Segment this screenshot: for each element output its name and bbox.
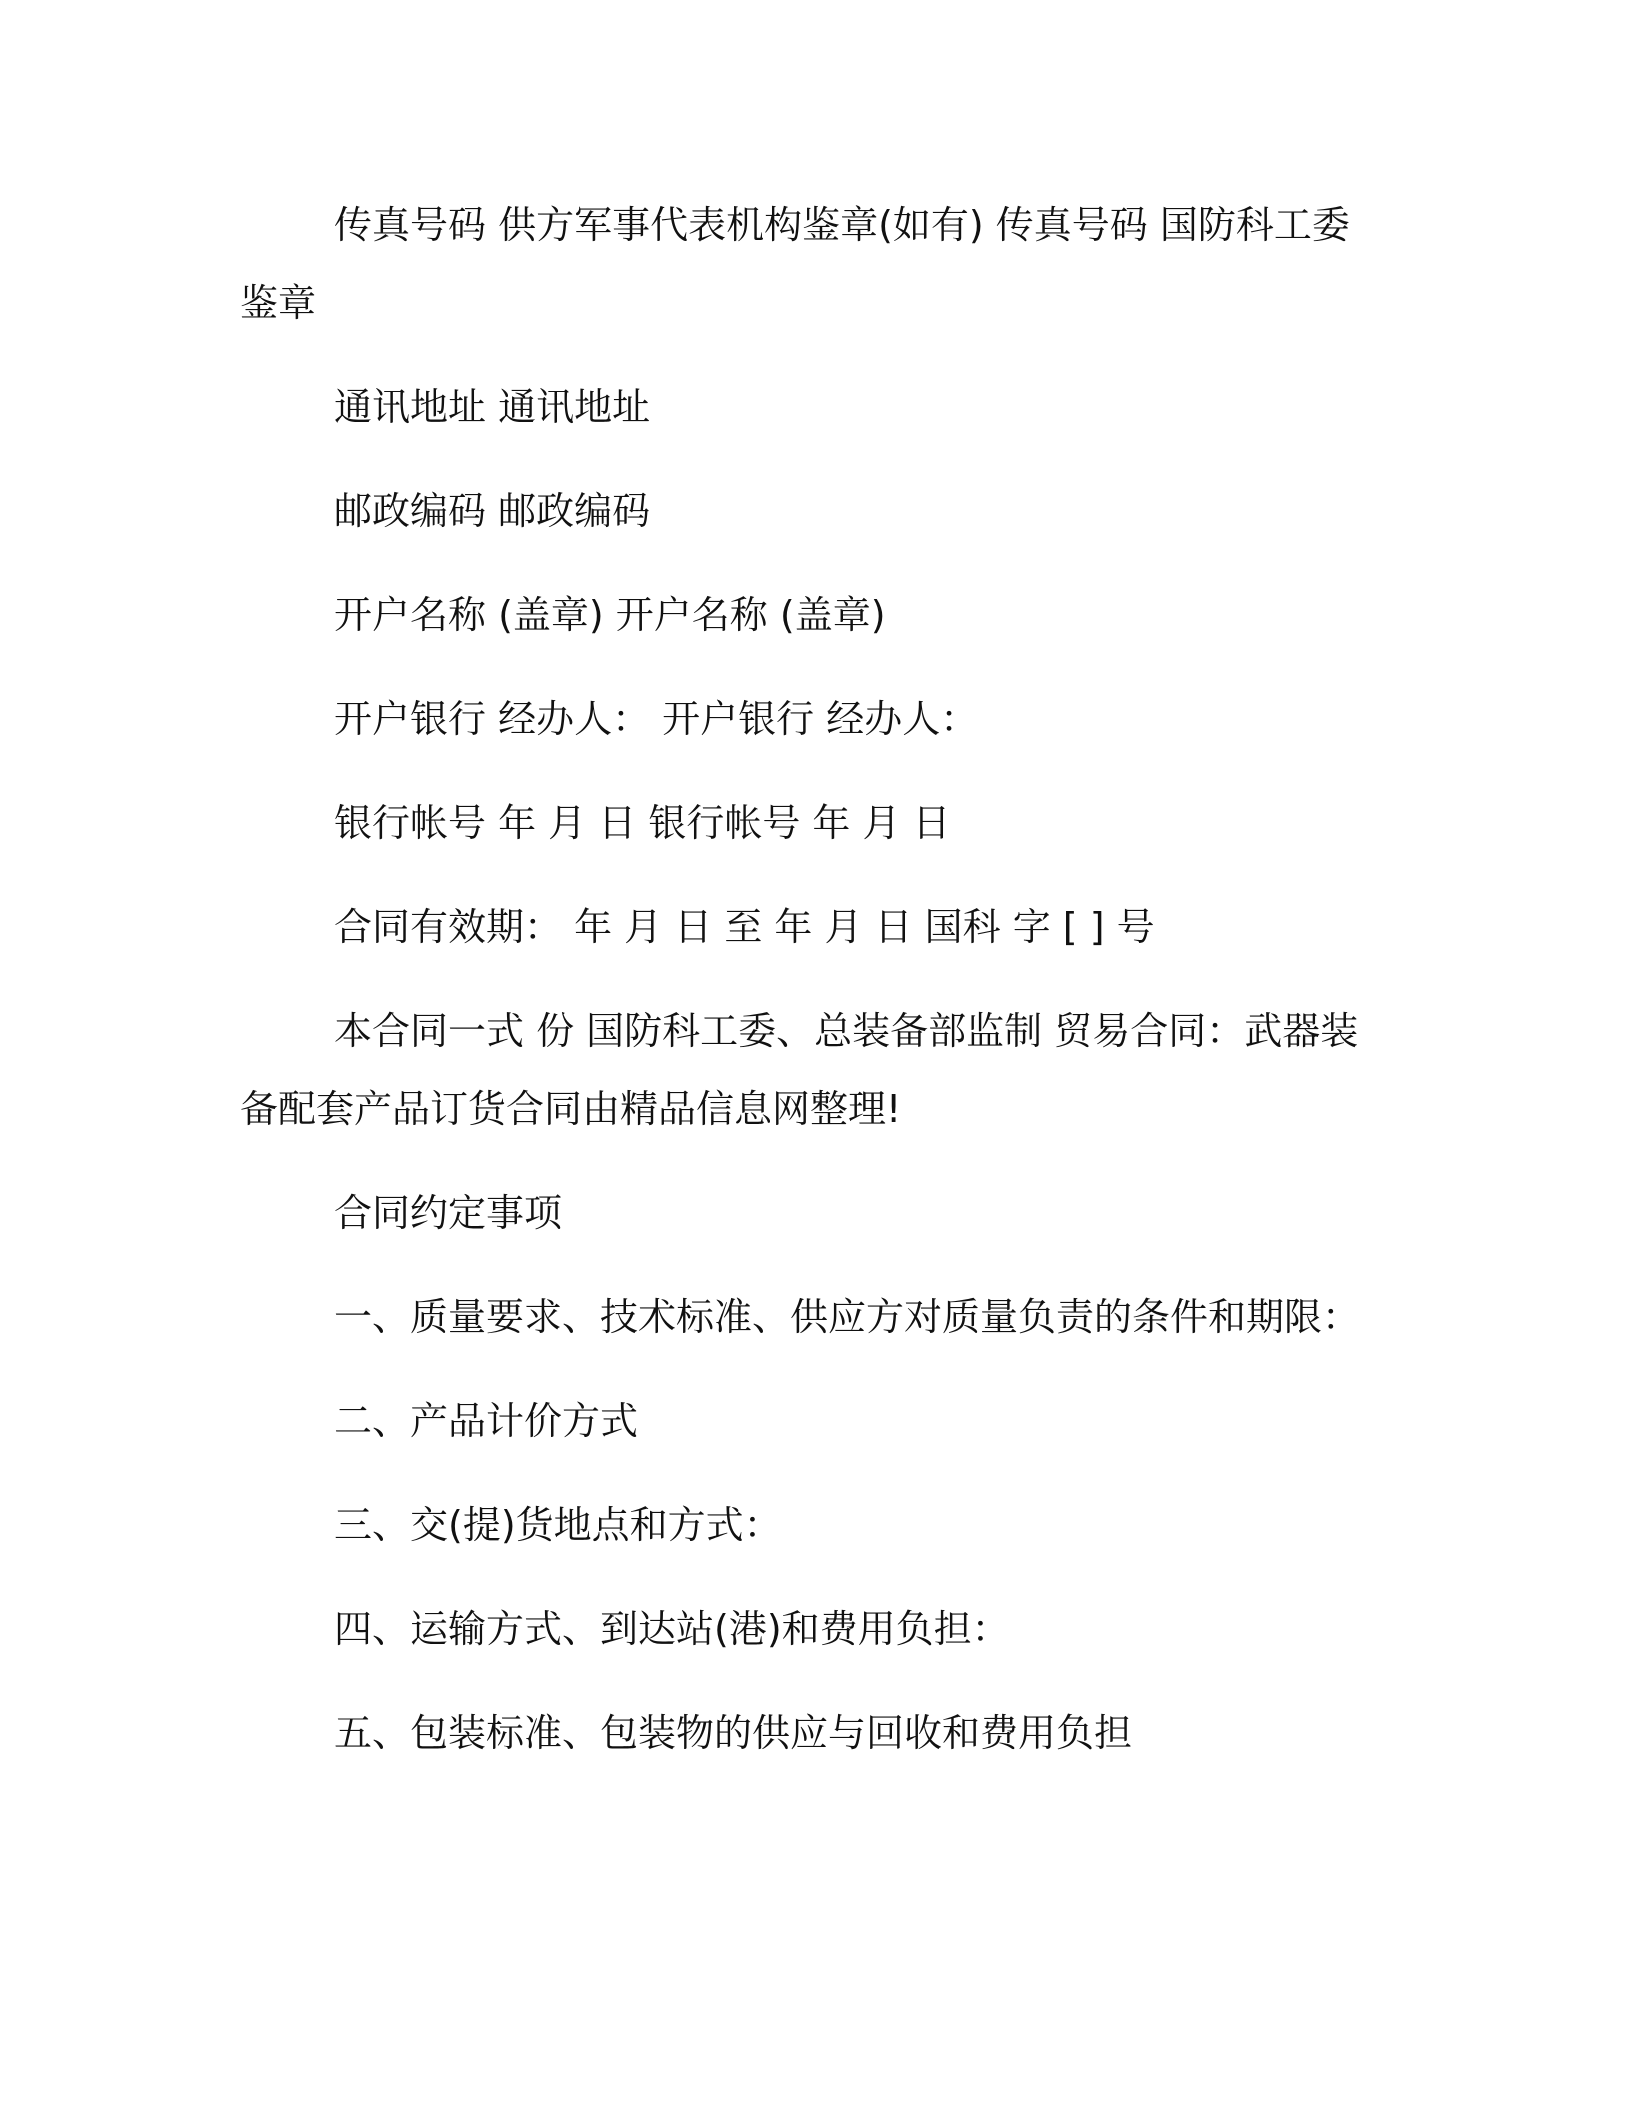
paragraph-validity: 合同有效期： 年 月 日 至 年 月 日 国科 字 [ ] 号 [334,905,1155,949]
paragraph-copies: 本合同一式 份 国防科工委、总装备部监制 贸易合同：武器装备配套产品订货合同由精品信息网整理! [240,1009,1359,1131]
clause-2: 二、产品计价方式 [334,1399,639,1443]
paragraph-account-number: 银行帐号 年 月 日 银行帐号 年 月 日 [334,801,951,845]
paragraph-postcode: 邮政编码 邮政编码 [334,489,651,533]
paragraph-fax-seal: 传真号码 供方军事代表机构鉴章(如有) 传真号码 国防科工委鉴章 [240,203,1350,325]
clause-5: 五、包装标准、包装物的供应与回收和费用负担 [334,1711,1133,1755]
clause-1: 一、质量要求、技术标准、供应方对质量负责的条件和期限： [334,1295,1361,1339]
paragraph-account-name: 开户名称 (盖章) 开户名称 (盖章) [334,593,886,637]
paragraph-bank: 开户银行 经办人： 开户银行 经办人： [334,697,979,741]
document-body [240,186,1368,1798]
section-heading: 合同约定事项 [334,1191,563,1235]
clause-3: 三、交(提)货地点和方式： [334,1503,782,1547]
clause-4: 四、运输方式、到达站(港)和费用负担： [334,1607,1010,1651]
paragraph-address: 通讯地址 通讯地址 [334,385,651,429]
